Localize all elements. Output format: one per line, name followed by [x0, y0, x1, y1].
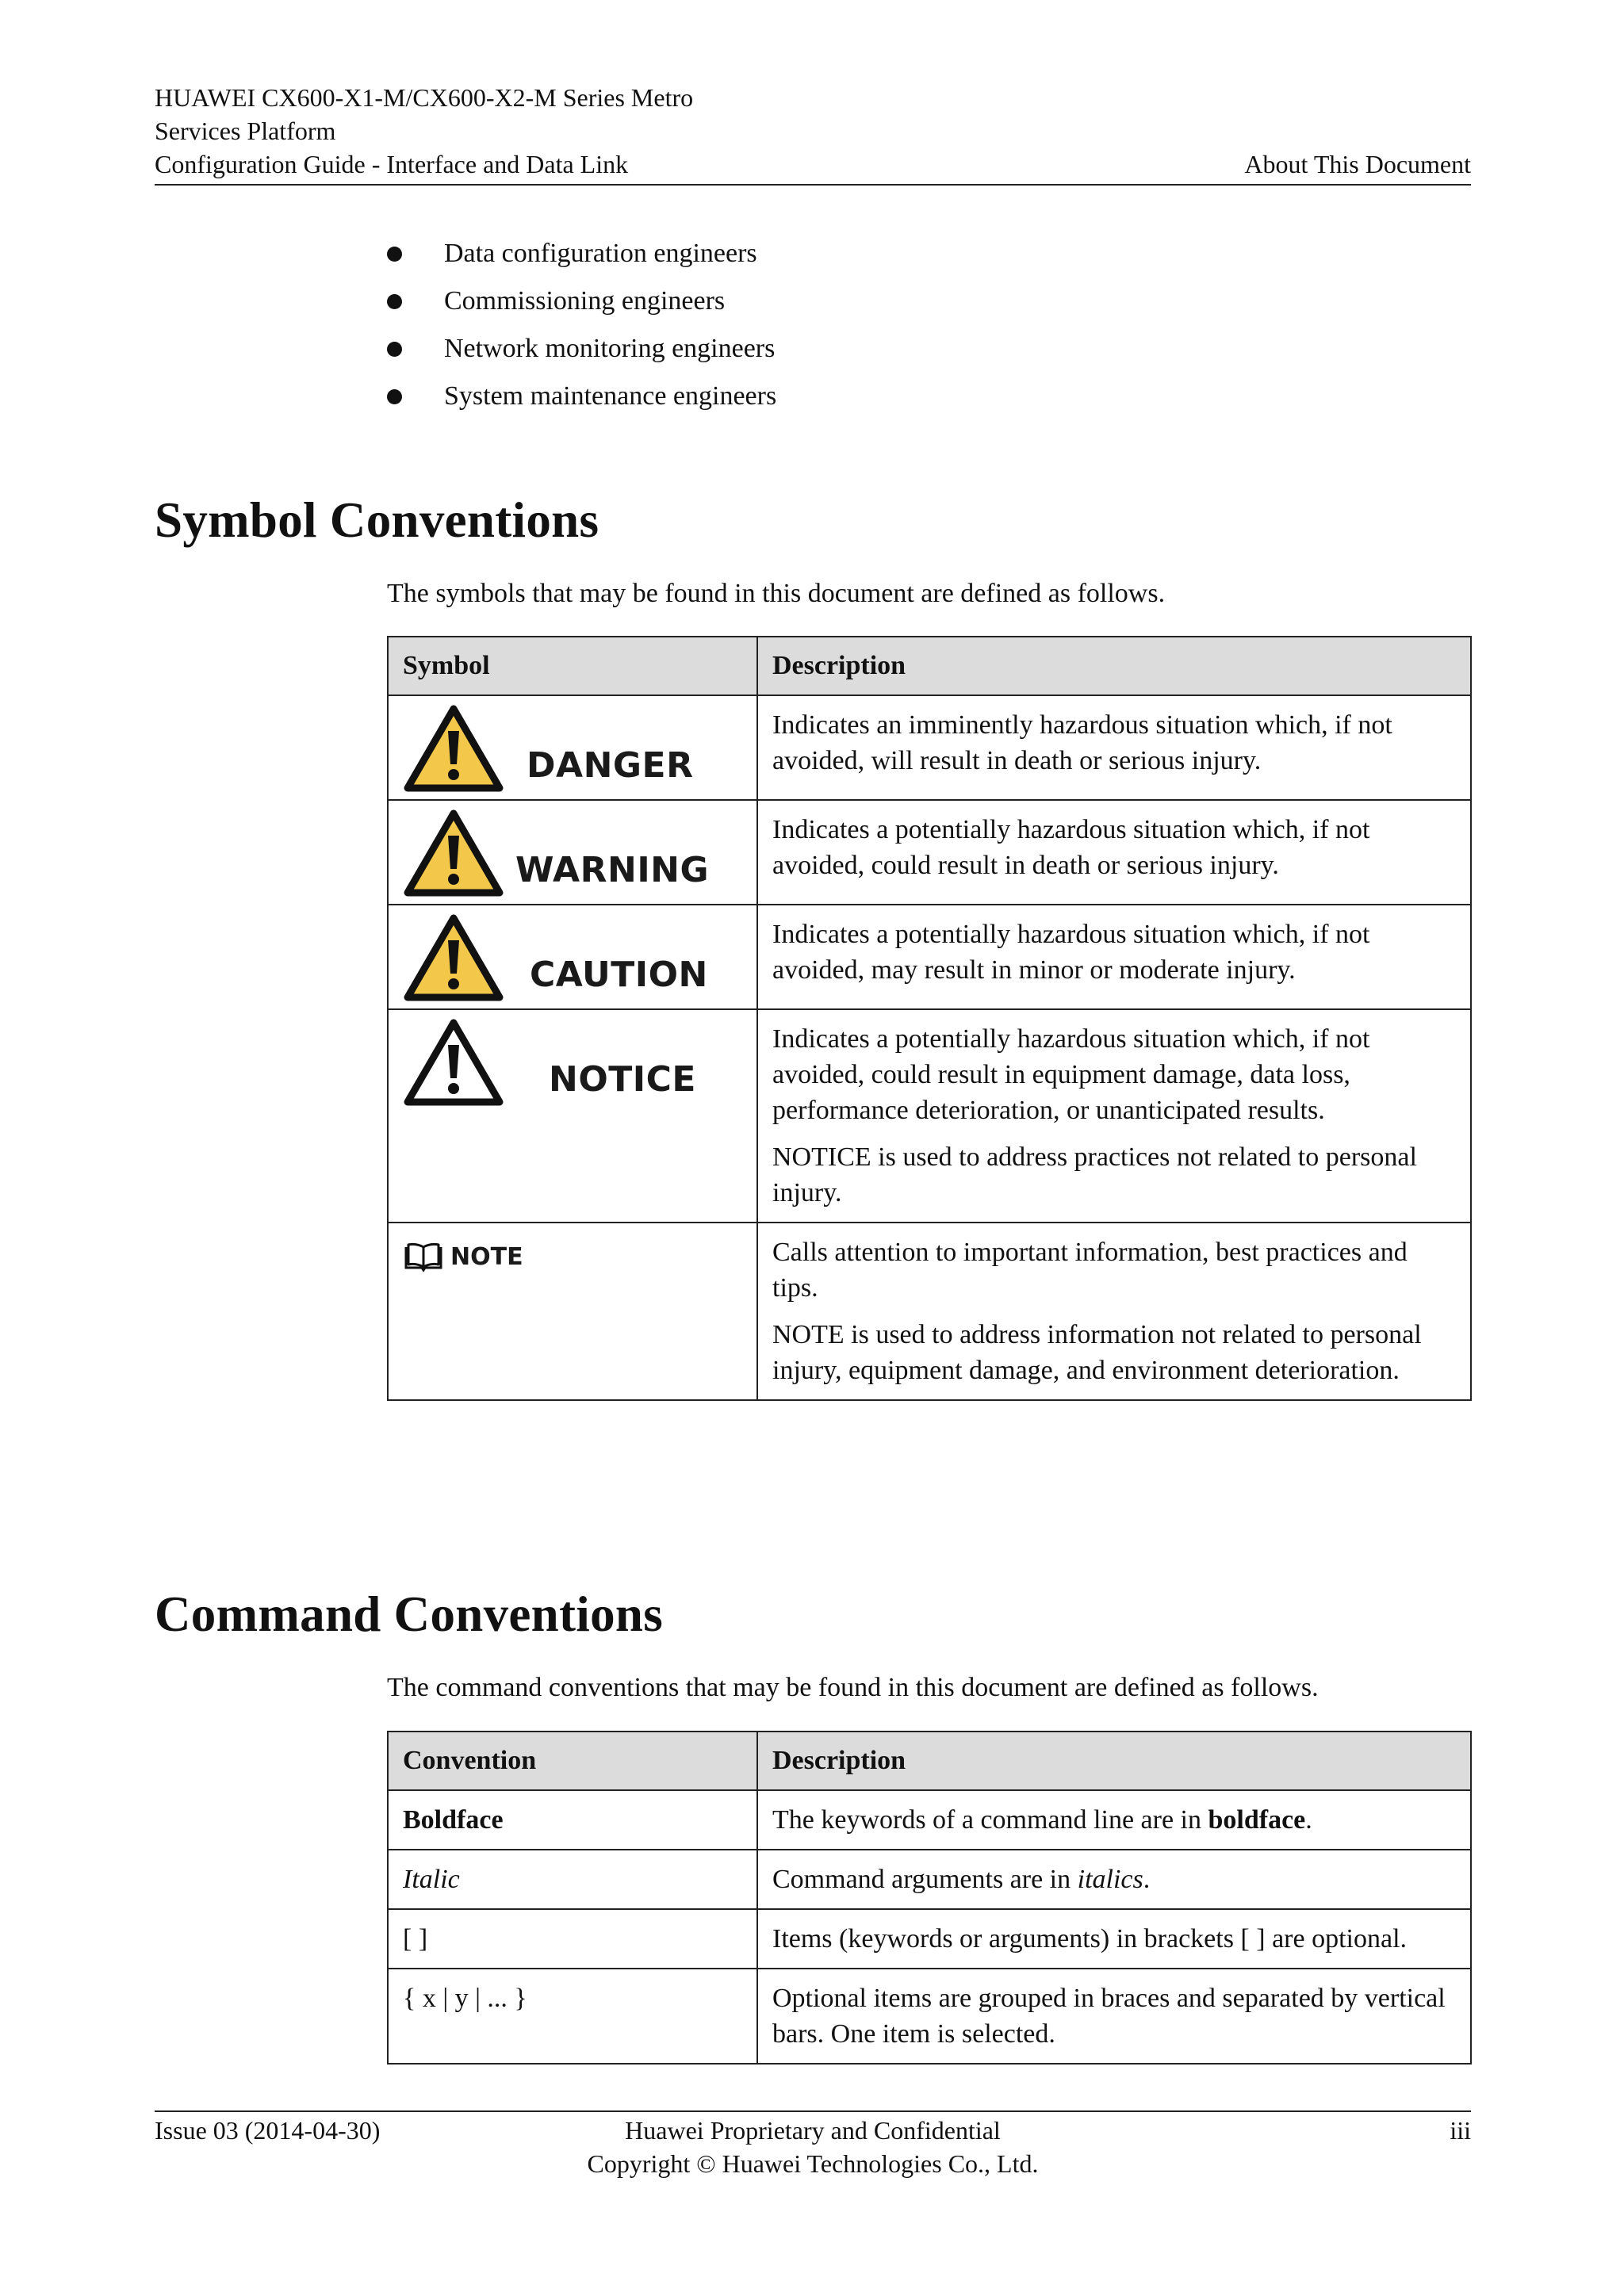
symbol-conventions-intro: The symbols that may be found in this document are defined as follows. [387, 579, 1166, 608]
symbol-cell [388, 905, 757, 1009]
danger-icon [403, 704, 504, 793]
note-label: NOTE [450, 1243, 523, 1271]
command-conventions-intro: The command conventions that may be found in this document are defined as follows. [387, 1673, 1319, 1702]
footer-copyright: Copyright © Huawei Technologies Co., Ltd. [587, 2149, 1039, 2178]
table-header-row [388, 1732, 1471, 1790]
header-section: About This Document [1244, 150, 1471, 178]
table-header-row [388, 637, 1471, 695]
table-row [388, 695, 1471, 800]
table-row [388, 1909, 1471, 1969]
footer-page-number: iii [1450, 2116, 1471, 2145]
symbol-cell [388, 1223, 757, 1400]
list-item: Network monitoring engineers [387, 325, 776, 373]
description-cell: The keywords of a command line are in boldface. [757, 1790, 1471, 1850]
table-row [388, 800, 1471, 905]
warning-icon [403, 809, 504, 897]
header-title-line2: Services Platform [155, 117, 336, 145]
notice-icon [403, 1018, 504, 1107]
audience-list [387, 230, 776, 420]
description-cell: Indicates a potentially hazardous situation which, if not avoided, may result in minor or moderate injury. [757, 905, 1471, 1009]
bullet-icon [387, 294, 402, 309]
command-table [387, 1731, 1472, 2064]
notice-label: NOTICE [549, 1058, 696, 1100]
symbol-table [387, 636, 1472, 1401]
description-cell: Indicates an imminently hazardous situation which, if not avoided, will result in death or serious injury. [757, 695, 1471, 800]
bullet-icon [387, 247, 402, 262]
table-row [388, 1969, 1471, 2064]
table-row [388, 1790, 1471, 1850]
table-row [388, 1850, 1471, 1909]
list-item: Data configuration engineers [387, 230, 776, 277]
convention-cell: Italic [388, 1850, 757, 1909]
description-cell: Indicates a potentially hazardous situation which, if not avoided, could result in equipment damage, data loss, performance deterioration, or unanticipated results. NOTICE is used to address practices not related to personal injury. [757, 1009, 1471, 1223]
list-item: System maintenance engineers [387, 373, 776, 420]
description-cell: Command arguments are in italics. [757, 1850, 1471, 1909]
table-row [388, 1009, 1471, 1223]
column-header-symbol: Symbol [388, 637, 757, 695]
footer-proprietary: Huawei Proprietary and Confidential Copyright © Huawei Technologies Co., Ltd. [155, 2114, 1471, 2180]
command-conventions-heading: Command Conventions [155, 1586, 664, 1642]
description-cell: Indicates a potentially hazardous situation which, if not avoided, could result in death or serious injury. [757, 800, 1471, 905]
bullet-icon [387, 342, 402, 357]
description-cell: Optional items are grouped in braces and separated by vertical bars. One item is selected. [757, 1969, 1471, 2064]
page-header [155, 81, 1471, 181]
symbol-cell [388, 800, 757, 905]
header-title-line3: Configuration Guide - Interface and Data Link [155, 150, 629, 178]
symbol-conventions-heading: Symbol Conventions [155, 492, 599, 548]
footer-issue: Issue 03 (2014-04-30) [155, 2116, 381, 2145]
danger-label: DANGER [527, 744, 694, 786]
table-row [388, 1223, 1471, 1400]
book-icon [403, 1242, 444, 1272]
description-cell: Calls attention to important information, best practices and tips. NOTE is used to address information not related to personal injury, equipment damage, and environment deterioration. [757, 1223, 1471, 1400]
footer-divider [155, 2110, 1471, 2112]
bullet-icon [387, 389, 402, 404]
description-cell: Items (keywords or arguments) in brackets [ ] are optional. [757, 1909, 1471, 1969]
column-header-description: Description [757, 1732, 1471, 1790]
column-header-description: Description [757, 637, 1471, 695]
symbol-cell [388, 1009, 757, 1223]
list-item: Commissioning engineers [387, 277, 776, 325]
convention-cell: { x | y | ... } [388, 1969, 757, 2064]
symbol-cell [388, 695, 757, 800]
warning-label: WARNING [515, 849, 710, 890]
convention-cell: [ ] [388, 1909, 757, 1969]
caution-label: CAUTION [530, 954, 708, 995]
caution-icon [403, 913, 504, 1002]
table-row [388, 905, 1471, 1009]
header-divider [155, 184, 1471, 186]
convention-cell: Boldface [388, 1790, 757, 1850]
header-title-line1: HUAWEI CX600-X1-M/CX600-X2-M Series Metro [155, 83, 694, 112]
column-header-convention: Convention [388, 1732, 757, 1790]
